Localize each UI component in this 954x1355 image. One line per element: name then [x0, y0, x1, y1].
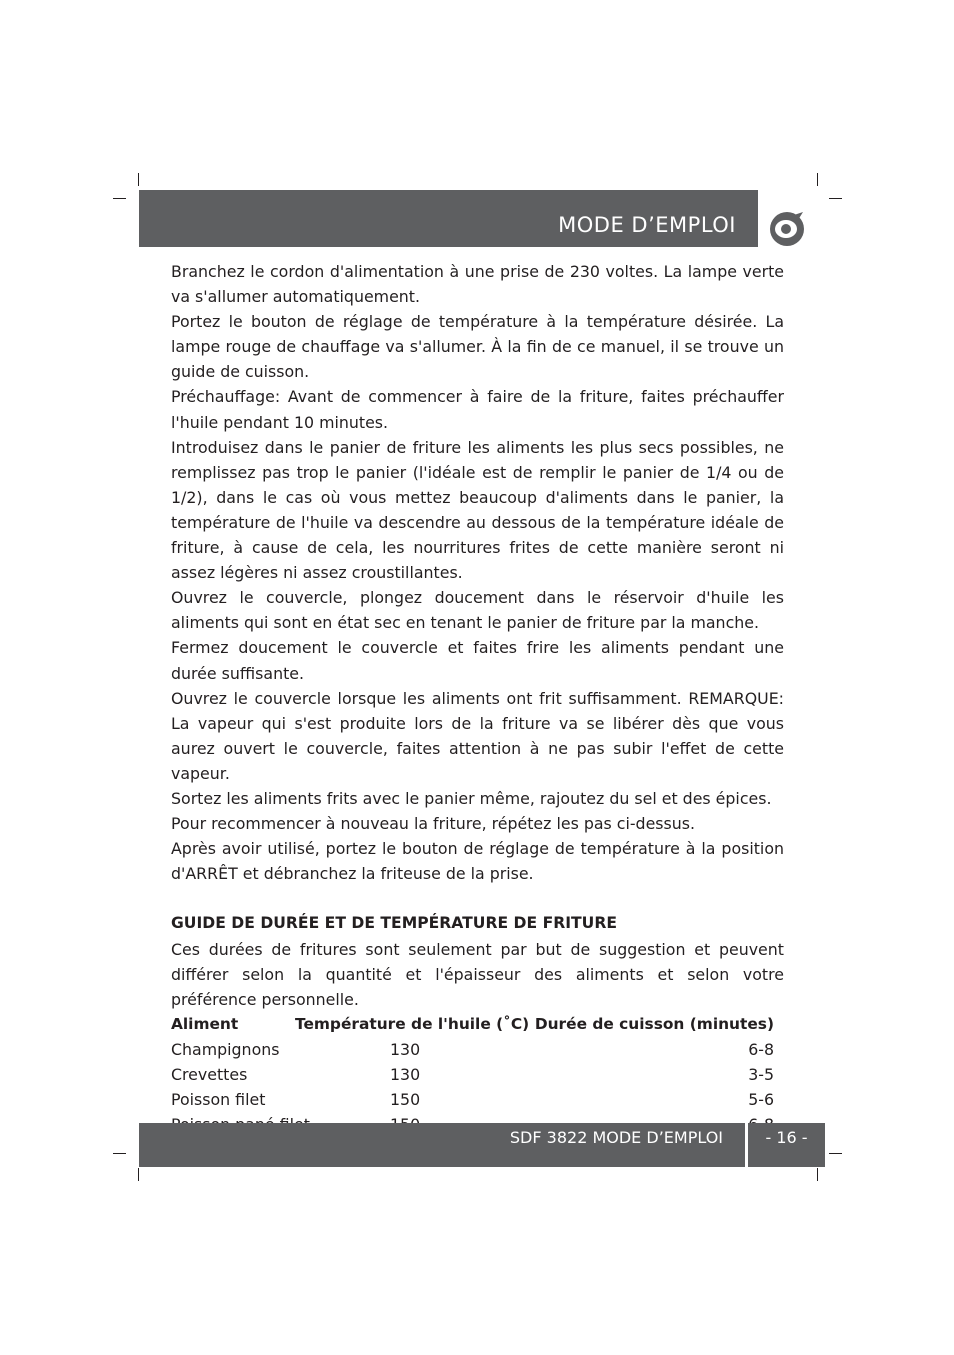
- header-bar: [139, 190, 758, 247]
- brand-logo-icon: [768, 210, 806, 248]
- cooking-guide-table: [171, 1012, 784, 1137]
- table-header-row: [171, 1012, 784, 1037]
- spacer: [171, 886, 784, 911]
- paragraph: Après avoir utilisé, portez le bouton de réglage de température à la position d'ARRÊT et débranchez la friteuse de la prise.: [171, 839, 784, 884]
- paragraph: Sortez les aliments frits avec le panier même, rajoutez du sel et des épices.: [171, 788, 772, 808]
- paragraph: Introduisez dans le panier de friture les aliments les plus secs possibles, ne remplissez pas trop le panier (l'idéale est de remplir le panier de 1/4 ou de 1/2), dans le cas où vous mettez beaucoup d'aliments dans le panier, la température de l'huile va descendre au dessous de la température idéale de friture, à cause de cela, les nourritures frites de cette manière seront ni assez légères ni assez croustillantes.: [171, 437, 784, 583]
- crop-mark: [817, 1168, 818, 1181]
- table-cell: 6-8: [748, 1039, 774, 1059]
- paragraph: Portez le bouton de réglage de température à la température désirée. La lampe rouge de chauffage va s'allumer. À la fin de ce manuel, il se trouve un guide de cuisson.: [171, 312, 784, 382]
- paragraph: Préchauffage: Avant de commencer à faire de la friture, faites préchauffer l'huile pendant 10 minutes.: [171, 387, 784, 432]
- table-cell: 3-5: [748, 1065, 774, 1084]
- footer-label: SDF 3822 MODE D’EMPLOI: [509, 1128, 723, 1147]
- footer-bar: [139, 1123, 745, 1167]
- crop-mark: [829, 1153, 842, 1154]
- crop-mark: [138, 1168, 139, 1181]
- instructions-body: [171, 259, 784, 1137]
- table-cell: Poisson filet: [171, 1090, 266, 1110]
- crop-mark: [829, 198, 842, 199]
- guide-heading: GUIDE DE DURÉE ET DE TEMPÉRATURE DE FRITURE: [171, 914, 617, 933]
- column-header: Aliment: [171, 1014, 239, 1033]
- table-cell: Crevettes: [171, 1065, 248, 1084]
- paragraph: Fermez doucement le couvercle et faites frire les aliments pendant une durée suffisante.: [171, 638, 784, 683]
- page-number-box: [748, 1123, 825, 1167]
- crop-mark: [113, 1153, 126, 1154]
- paragraph: Ouvrez le couvercle, plongez doucement dans le réservoir d'huile les aliments qui sont en état sec en tenant le panier de friture par la manche.: [171, 588, 784, 633]
- crop-mark: [138, 173, 139, 186]
- table-row: [171, 1037, 784, 1062]
- crop-mark: [113, 198, 126, 199]
- page-number: - 16 -: [765, 1128, 808, 1147]
- page-title: MODE D’EMPLOI: [558, 213, 736, 237]
- table-cell: 130: [390, 1065, 421, 1084]
- table-row: [171, 1087, 784, 1112]
- paragraph: Branchez le cordon d'alimentation à une prise de 230 voltes. La lampe verte va s'allumer automatiquement.: [171, 262, 784, 307]
- paragraph: Ouvrez le couvercle lorsque les aliments ont frit suffisamment. REMARQUE: La vapeur qui s'est produite lors de la friture va se libérer dès que vous aurez ouvert le couvercle, faites attention à ne pas subir l'effet de cette vapeur.: [171, 688, 784, 783]
- table-cell: Champignons: [171, 1039, 280, 1059]
- column-header: Température de l'huile (˚C): [295, 1014, 530, 1033]
- table-row: [171, 1062, 784, 1087]
- guide-intro: Ces durées de fritures sont seulement par but de suggestion et peuvent différer selon la quantité et l'épaisseur des aliments et selon votre préférence personnelle.: [171, 939, 784, 1009]
- crop-mark: [817, 173, 818, 186]
- table-cell: 150: [390, 1090, 421, 1110]
- paragraph: Pour recommencer à nouveau la friture, répétez les pas ci-dessus.: [171, 814, 696, 834]
- table-cell: 5-6: [748, 1090, 774, 1110]
- column-header: Durée de cuisson (minutes): [534, 1014, 774, 1033]
- table-cell: 130: [390, 1039, 421, 1059]
